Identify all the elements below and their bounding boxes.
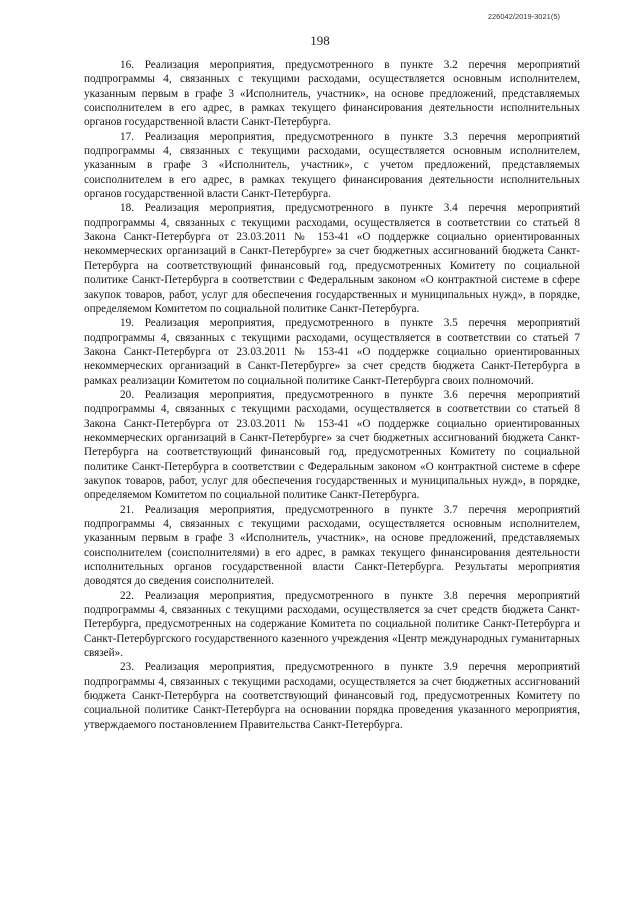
paragraph-17: 17. Реализация мероприятия, предусмотренного в пункте 3.3 перечня мероприятий подпрограммы 4, связанных с текущими расходами, осуществляется основным исполнителем, указанным в графе 3 «Исполнитель, участник», с учетом предложений, представляемых соисполнителем в его адрес, в рамках текущего финансирования деятельности исполнительных органов государственной власти Санкт-Петербурга. [84, 130, 580, 201]
paragraph-18: 18. Реализация мероприятия, предусмотренного в пункте 3.4 перечня мероприятий подпрограммы 4, связанных с текущими расходами, осуществляется в соответствии со статьей 8 Закона Санкт-Петербурга от 23.03.2011 № 153-41 «О поддержке социально ориентированных некоммерческих организаций в Санкт-Петербурге» за счет бюджетных ассигнований бюджета Санкт-Петербурга на соответствующий финансовый год, предусмотренных Комитету по социальной политике Санкт-Петербурга в соответствии с Федеральным законом «О контрактной системе в сфере закупок товаров, работ, услуг для обеспечения государственных и муниципальных нужд», в порядке, определяемом Комитетом по социальной политике Санкт-Петербурга. [84, 202, 580, 315]
document-registration-number: 226042/2019-3021(5) [487, 12, 560, 21]
paragraph-16: 16. Реализация мероприятия, предусмотренного в пункте 3.2 перечня мероприятий подпрограммы 4, связанных с текущими расходами, осуществляется основным исполнителем, указанным первым в графе 3 «Исполнитель, участник», на основе предложений, представляемых соисполнителем в его адрес, в рамках текущего финансирования деятельности исполнительных органов государственной власти Санкт-Петербурга. [84, 59, 580, 129]
paragraph-19: 19. Реализация мероприятия, предусмотренного в пункте 3.5 перечня мероприятий подпрограммы 4, связанных с текущими расходами, осуществляется в соответствии со статьей 7 Закона Санкт-Петербурга от 23.03.2011 № 153-41 «О поддержке социально ориентированных некоммерческих организаций в Санкт-Петербурге» за счет средств бюджета Санкт-Петербурга в рамках реализации Комитетом по социальной политике Санкт-Петербурга своих полномочий. [84, 317, 580, 387]
paragraph-21: 21. Реализация мероприятия, предусмотренного в пункте 3.7 перечня мероприятий подпрограммы 4, связанных с текущими расходами, осуществляется основным исполнителем, указанным первым в графе 3 «Исполнитель, участник», на основе предложений, представляемых соисполнителем (соисполнителями) в его адрес, в рамках текущего финансирования деятельности исполнительных органов государственной власти Санкт-Петербурга. Результаты мероприятия доводятся до сведения соисполнителей. [84, 503, 580, 588]
paragraph-20: 20. Реализация мероприятия, предусмотренного в пункте 3.6 перечня мероприятий подпрограммы 4, связанных с текущими расходами, осуществляется в соответствии со статьей 8 Закона Санкт-Петербурга от 23.03.2011 № 153-41 «О поддержке социально ориентированных некоммерческих организаций в Санкт-Петербурге» за счет бюджетных ассигнований бюджета Санкт-Петербурга на соответствующий финансовый год, предусмотренных Комитету по социальной политике Санкт-Петербурга в соответствии с Федеральным законом «О контрактной системе в сфере закупок товаров, работ, услуг для обеспечения государственных и муниципальных нужд», в порядке, определяемом Комитетом по социальной политике Санкт-Петербурга. [84, 388, 580, 502]
paragraph-23: 23. Реализация мероприятия, предусмотренного в пункте 3.9 перечня мероприятий подпрограммы 4, связанных с текущими расходами, осуществляется за счет бюджетных ассигнований бюджета Санкт-Петербурга на соответствующий финансовый год, предусмотренных Комитету по социальной политике Санкт-Петербурга на основании порядка проведения указанного мероприятия, утверждаемого постановлением Правительства Санкт-Петербурга. [84, 661, 580, 731]
page-number: 198 [310, 33, 330, 48]
document-body [84, 58, 580, 732]
paragraph-22: 22. Реализация мероприятия, предусмотренного в пункте 3.8 перечня мероприятий подпрограммы 4, связанных с текущими расходами, осуществляется за счет средств бюджета Санкт-Петербурга, предусмотренных на содержание Комитета по социальной политике Санкт-Петербурга и Санкт-Петербургского государственного казенного учреждения «Центр международных гуманитарных связей». [84, 589, 580, 660]
